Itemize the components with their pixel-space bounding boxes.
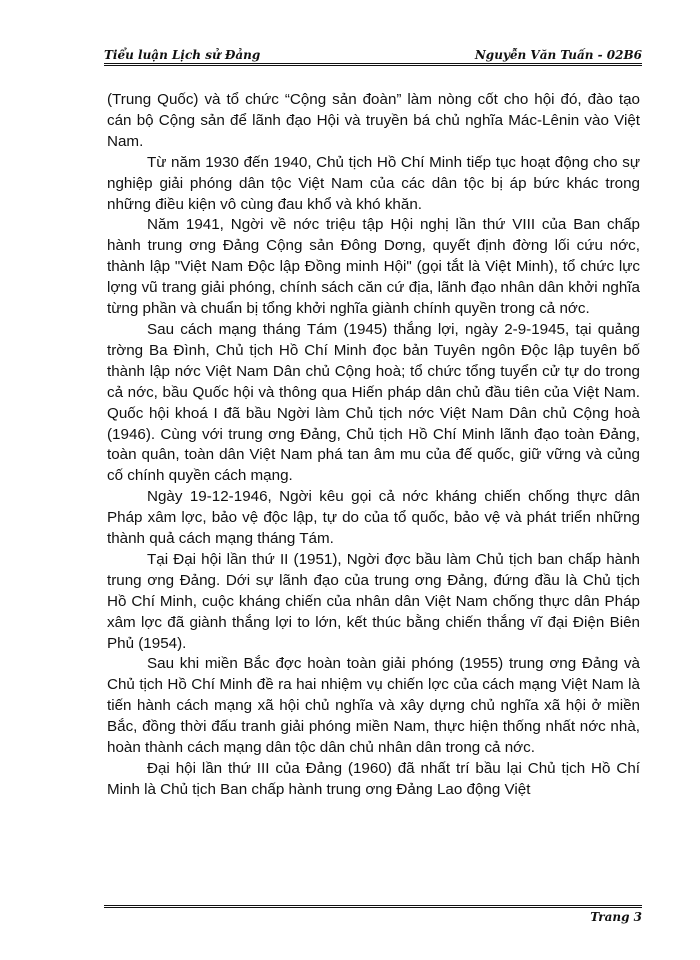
header-title: Tiểu luận Lịch sử Đảng bbox=[104, 48, 261, 62]
header-rule bbox=[104, 63, 642, 66]
page-header bbox=[104, 40, 642, 62]
paragraph: (Trung Quốc) và tổ chức “Cộng sản đoàn” làm nòng cốt cho hội đó, đào tạo cán bộ Cộng sản để lãnh đạo Hội và truyền bá chủ nghĩa Mác-Lênin vào Việt Nam. bbox=[107, 91, 640, 150]
document-body bbox=[107, 90, 640, 801]
paragraph: Sau khi miền Bắc đợc hoàn toàn giải phóng (1955) trung ơng Đảng và Chủ tịch Hồ Chí Minh đề ra hai nhiệm vụ chiến lợc của cách mạng Việt Nam là tiến hành cách mạng xã hội chủ nghĩa và xây dựng chủ nghĩa xã hội ở miền Bắc, đồng thời đấu tranh giải phóng miền Nam, thực hiện thống nhất nớc nhà, hoàn thành cách mạng dân tộc dân chủ nhân dân trong cả nớc. bbox=[107, 655, 640, 757]
header-author: Nguyễn Văn Tuấn - 02B6 bbox=[474, 48, 642, 62]
paragraph: Ngày 19-12-1946, Ngời kêu gọi cả nớc kháng chiến chống thực dân Pháp xâm lợc, bảo vệ độc lập, tự do của tổ quốc, bảo vệ và phát triển những thành quả cách mạng tháng Tám. bbox=[107, 488, 640, 548]
paragraph: Sau cách mạng tháng Tám (1945) thắng lợi, ngày 2-9-1945, tại quảng trờng Ba Đình, Chủ tịch Hồ Chí Minh đọc bản Tuyên ngôn Độc lập tuyên bố thành lập nớc Việt Nam Dân chủ Cộng hoà; tổ chức tổng tuyển cử tự do trong cả nớc, bầu Quốc hội và thông qua Hiến pháp dân chủ đầu tiên của Việt Nam. Quốc hội khoá I đã bầu Ngời làm Chủ tịch nớc Việt Nam Dân chủ Cộng hoà (1946). Cùng với trung ơng Đảng, Chủ tịch Hồ Chí Minh lãnh đạo toàn Đảng, toàn quân, toàn dân Việt Nam phá tan âm mu của đế quốc, giữ vững và củng cố chính quyền cách mạng. bbox=[107, 320, 640, 485]
paragraph: Năm 1941, Ngời về nớc triệu tập Hội nghị lần thứ VIII của Ban chấp hành trung ơng Đảng Cộng sản Đông Dơng, quyết định đờng lối cứu nớc, thành lập "Việt Nam Độc lập Đồng minh Hội" (gọi tắt là Việt Minh), tổ chức lực lợng vũ trang giải phóng, chính sách căn cứ địa, lãnh đạo nhân dân khởi nghĩa từng phần và chuẩn bị tổng khởi nghĩa giành chính quyền trong cả nớc. bbox=[107, 216, 640, 318]
paragraph: Từ năm 1930 đến 1940, Chủ tịch Hồ Chí Minh tiếp tục hoạt động cho sự nghiệp giải phóng dân tộc Việt Nam của các dân tộc bị áp bức khác trong những điều kiện vô cùng đau khổ và khó khăn. bbox=[107, 153, 640, 213]
paragraph: Đại hội lần thứ III của Đảng (1960) đã nhất trí bầu lại Chủ tịch Hồ Chí Minh là Chủ tịch Ban chấp hành trung ơng Đảng Lao động Việt bbox=[107, 760, 640, 798]
footer-rule bbox=[104, 905, 642, 908]
paragraph: Tại Đại hội lần thứ II (1951), Ngời đợc bầu làm Chủ tịch ban chấp hành trung ơng Đảng. Dới sự lãnh đạo của trung ơng Đảng, đứng đầu là Chủ tịch Hồ Chí Minh, cuộc kháng chiến của nhân dân Việt Nam chống thực dân Pháp xâm lợc đã giành thắng lợi to lớn, kết thúc bằng chiến thắng vĩ đại Điện Biên Phủ (1954). bbox=[107, 550, 640, 652]
page-number: Trang 3 bbox=[590, 910, 642, 924]
